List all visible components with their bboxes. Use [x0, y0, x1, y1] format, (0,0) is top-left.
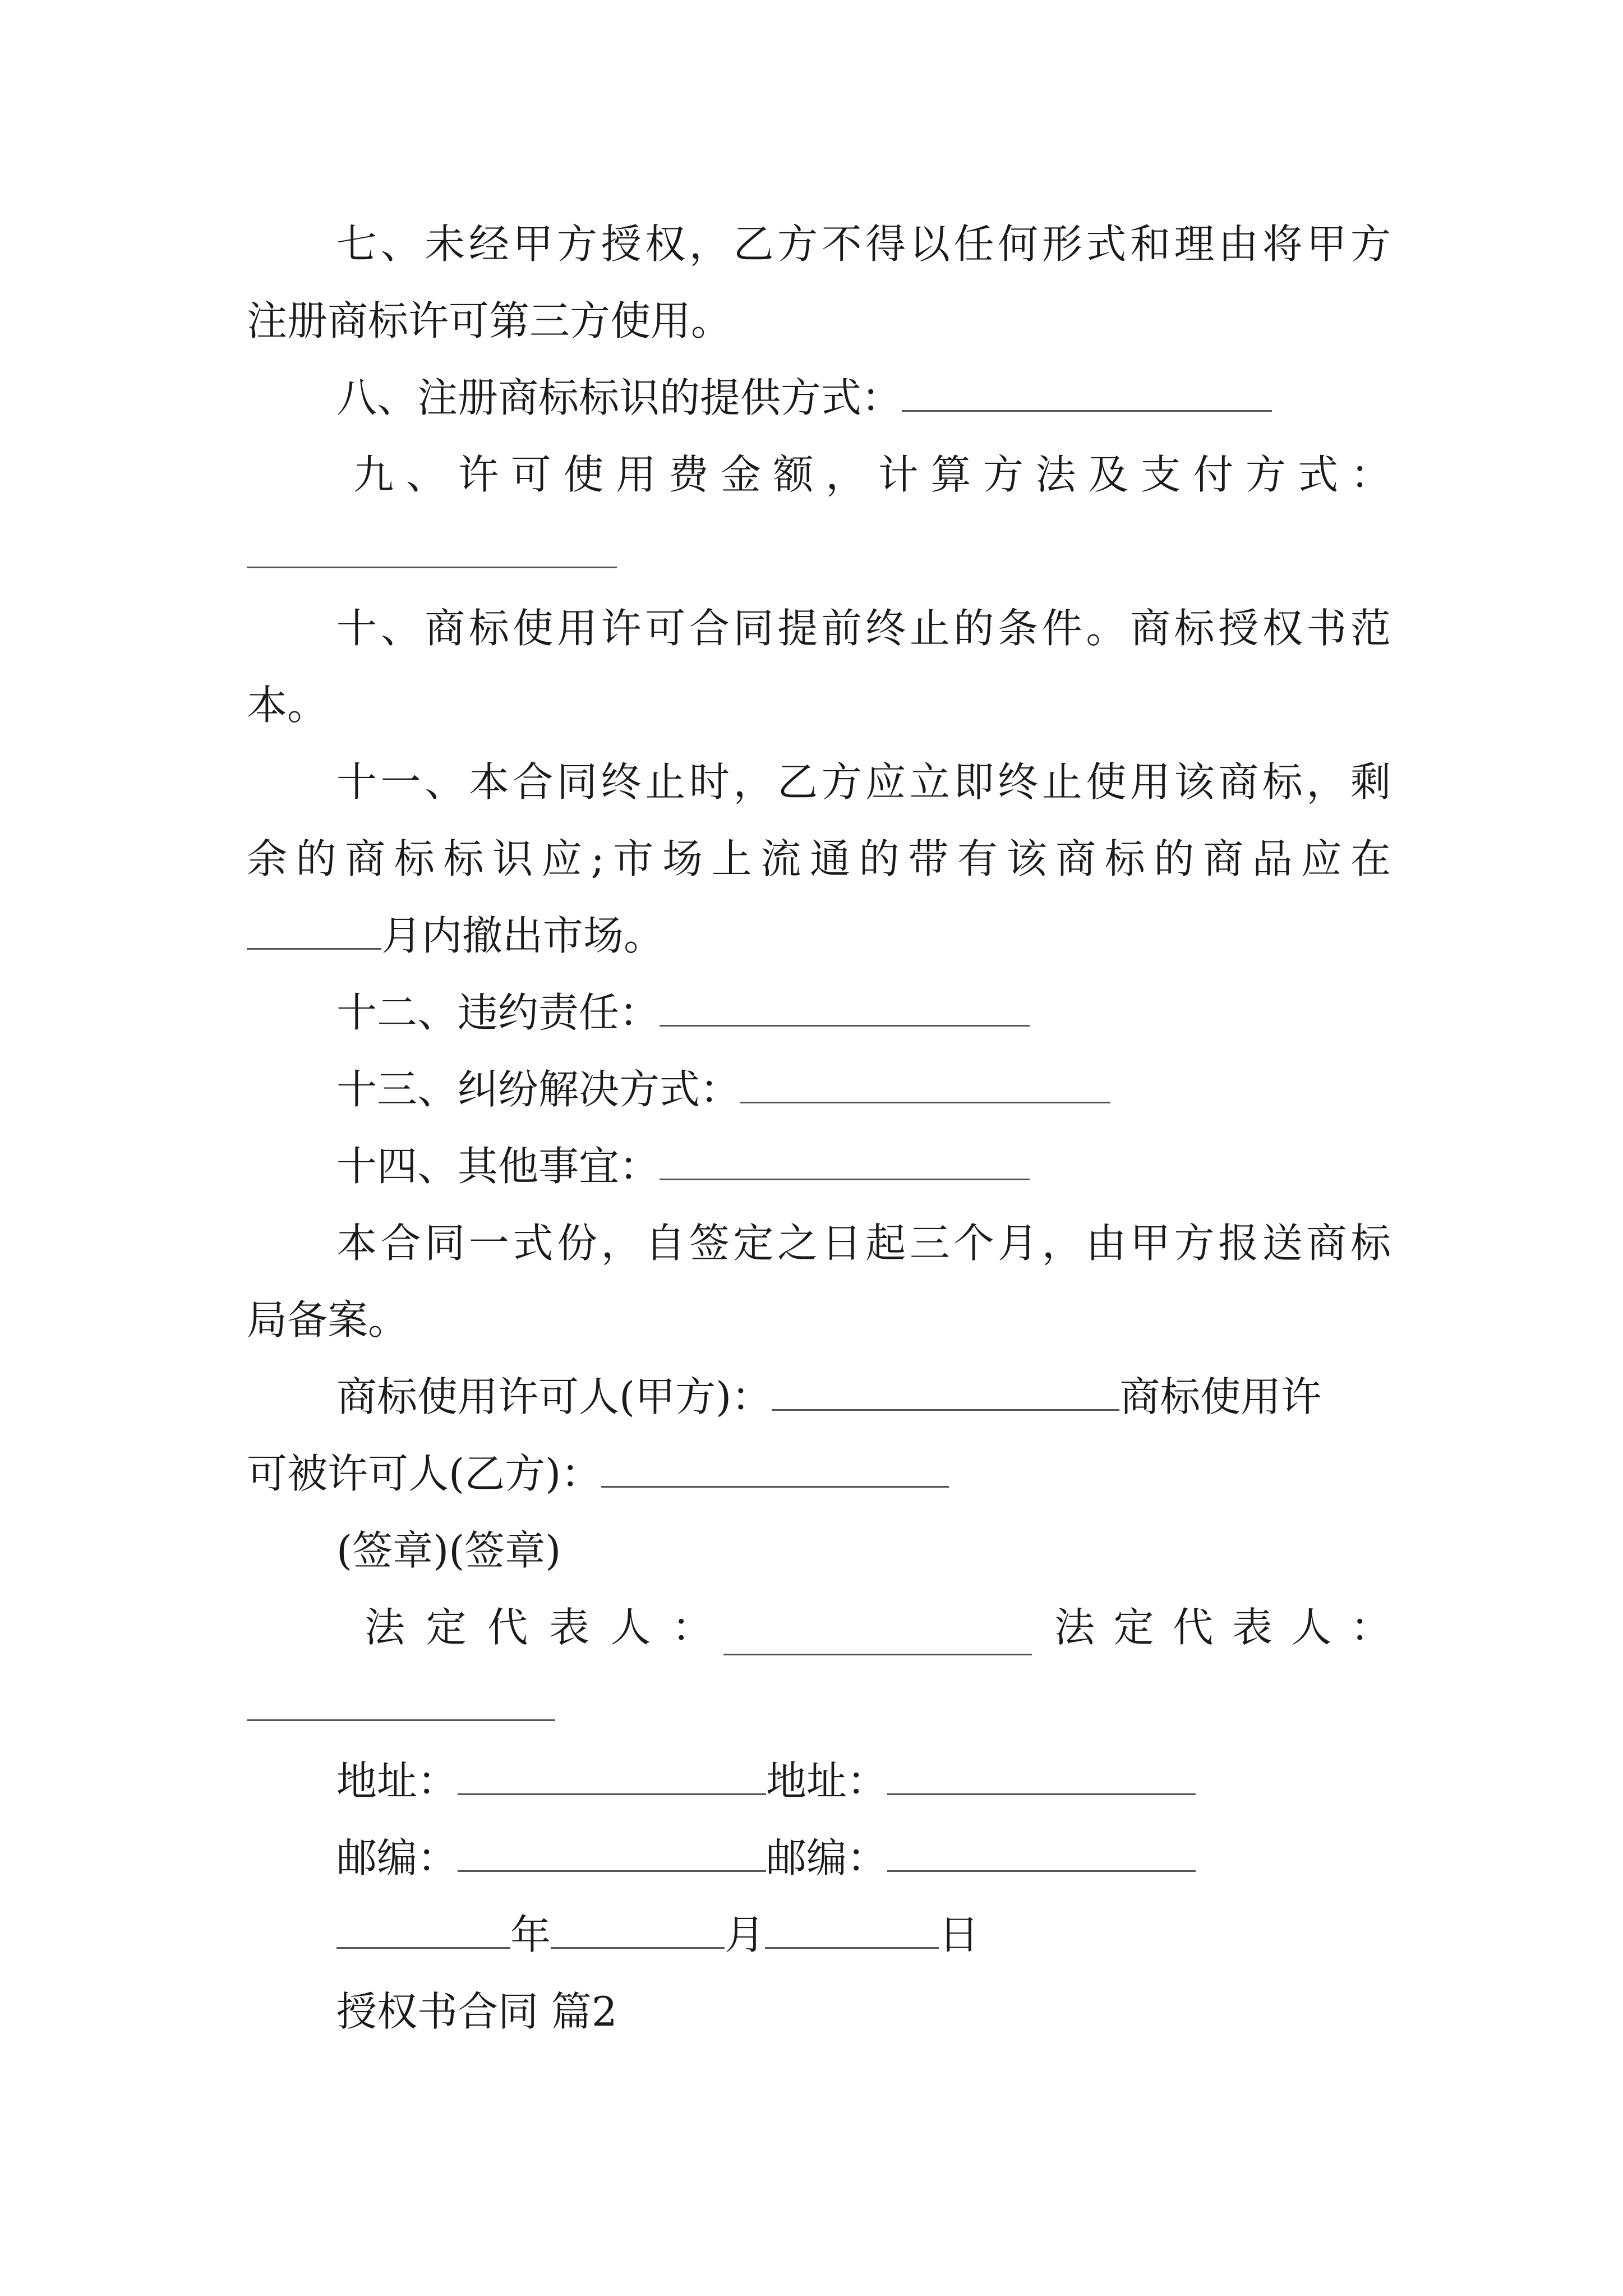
clause-8-blank [902, 371, 1272, 412]
clause-11-months-blank [247, 909, 381, 950]
next-section-title: 授权书合同 篇2 [336, 1988, 617, 2035]
month-label: 月 [725, 1911, 766, 1958]
copies-line-2: 局备案。 [247, 1296, 409, 1343]
clause-7-line-1: 七、未经甲方授权，乙方不得以任何形式和理由将甲方 [336, 220, 1391, 268]
licensor-label: 商标使用许可人(甲方)： [336, 1373, 772, 1420]
representative-label-1: 法定代表人： [365, 1604, 712, 1651]
address-blank-2 [887, 1754, 1196, 1795]
seal-line [336, 1522, 1391, 1579]
clause-13-blank [740, 1062, 1110, 1103]
month-blank [551, 1908, 725, 1949]
representative-label-2: 法定代表人： [1054, 1604, 1391, 1651]
year-blank [336, 1908, 510, 1949]
address-label-2: 地址： [766, 1757, 888, 1805]
clause-8 [336, 370, 1391, 426]
clause-14-label: 十四、其他事宜： [336, 1143, 660, 1190]
clause-8-label: 八、注册商标标识的提供方式： [336, 374, 902, 421]
clause-12 [336, 984, 1391, 1041]
clause-9-blank [247, 567, 617, 568]
copies-line-1: 本合同一式份，自签定之日起三个月，由甲方报送商标 [336, 1220, 1391, 1267]
address-line [336, 1753, 1391, 1809]
postcode-label-1: 邮编： [336, 1834, 458, 1881]
seal-licensor: (签章) [336, 1527, 449, 1574]
clause-12-blank [660, 986, 1030, 1027]
clause-11-line-3 [247, 908, 1391, 964]
licensee-blank [601, 1447, 949, 1488]
parties-line-1 [336, 1369, 1391, 1425]
clause-10-line-2: 本。 [247, 682, 328, 729]
clause-11-line-2: 余的商标标识应;市场上流通的带有该商标的商品应在 [247, 835, 1391, 882]
year-label: 年 [510, 1911, 551, 1958]
clause-9: 九、许可使用费金额，计算方法及支付方式： [353, 451, 1391, 498]
clause-14-blank [660, 1139, 1030, 1180]
licensor-blank [772, 1370, 1119, 1411]
licensee-label-part-1: 商标使用许 [1119, 1373, 1322, 1420]
clause-13-label: 十三、纠纷解决方式： [336, 1066, 741, 1113]
day-blank [765, 1908, 939, 1949]
clause-7-line-2: 注册商标许可第三方使用。 [247, 297, 732, 344]
day-label: 日 [939, 1911, 980, 1958]
postcode-blank-2 [887, 1831, 1196, 1872]
seal-licensee: (签章) [449, 1527, 561, 1574]
representative-line [365, 1599, 1391, 1655]
clause-14 [336, 1138, 1391, 1194]
postcode-blank-1 [458, 1831, 766, 1872]
address-blank-1 [458, 1754, 766, 1795]
address-label-1: 地址： [336, 1757, 458, 1805]
clause-10-line-1: 十、商标使用许可合同提前终止的条件。商标授权书范 [336, 605, 1391, 652]
representative-blank-2 [247, 1719, 555, 1721]
clause-11-line-1: 十一、本合同终止时，乙方应立即终止使用该商标，剩 [336, 758, 1391, 806]
representative-blank-1 [723, 1614, 1032, 1655]
licensee-label-part-2: 可被许可人(乙方)： [247, 1450, 602, 1497]
clause-11-line-3-text: 月内撤出市场。 [381, 912, 665, 959]
parties-line-2 [247, 1446, 1391, 1502]
postcode-label-2: 邮编： [766, 1834, 888, 1881]
date-line [336, 1907, 1391, 1963]
postcode-line [336, 1830, 1391, 1886]
clause-13 [336, 1061, 1391, 1117]
clause-12-label: 十二、违约责任： [336, 989, 660, 1036]
